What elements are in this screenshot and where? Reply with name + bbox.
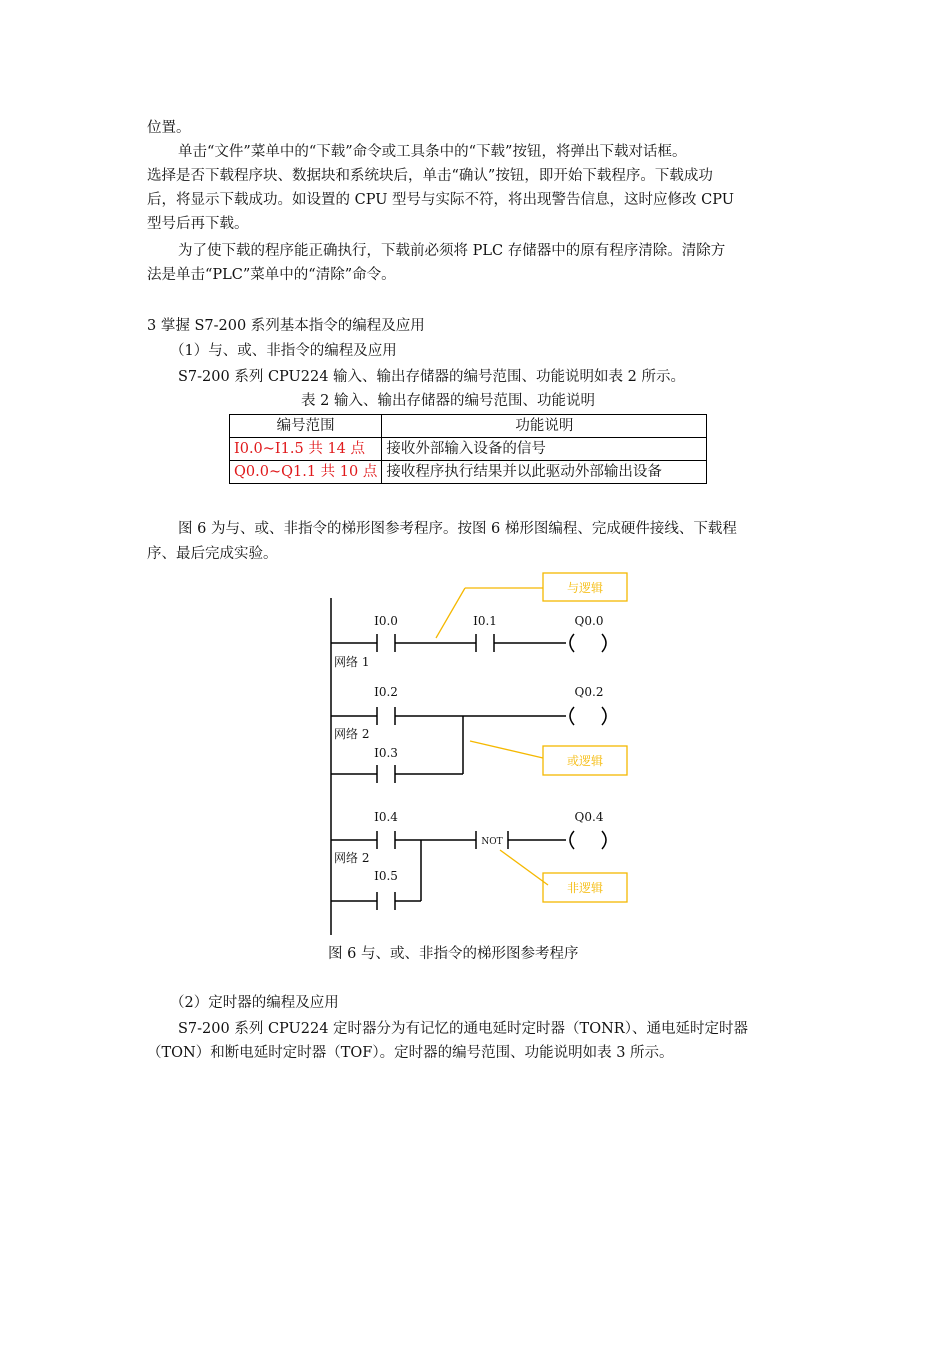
contact-label: I0.4 bbox=[374, 810, 398, 824]
network-label: 网络 1 bbox=[334, 655, 370, 669]
section-heading: 3 掌握 S7-200 系列基本指令的编程及应用 bbox=[147, 318, 425, 334]
network-label: 网络 2 bbox=[334, 727, 370, 741]
callout-not: 非逻辑 bbox=[566, 881, 604, 895]
table-cell: 接收程序执行结果并以此驱动外部输出设备 bbox=[382, 461, 707, 484]
table-caption: 表 2 输入、输出存储器的编号范围、功能说明 bbox=[301, 393, 595, 409]
table-row bbox=[230, 438, 707, 461]
figure-caption: 图 6 与、或、非指令的梯形图参考程序 bbox=[328, 946, 579, 962]
table-2 bbox=[229, 414, 707, 484]
coil-label: Q0.2 bbox=[574, 685, 604, 699]
para-line: 为了使下载的程序能正确执行，下载前必须将 PLC 存储器中的原有程序清除。清除方 bbox=[178, 243, 726, 259]
ladder-diagram bbox=[0, 560, 952, 960]
table-cell: Q0.0~Q1.1 共 10 点 bbox=[230, 461, 382, 484]
network-label: 网络 2 bbox=[334, 851, 370, 865]
callout-and: 与逻辑 bbox=[566, 581, 604, 595]
coil-label: Q0.0 bbox=[574, 614, 604, 628]
para-line: S7-200 系列 CPU224 输入、输出存储器的编号范围、功能说明如表 2 所示。 bbox=[178, 369, 685, 385]
contact-label: I0.3 bbox=[374, 746, 398, 760]
contact-label: I0.2 bbox=[374, 685, 398, 699]
table-header-row bbox=[230, 415, 707, 438]
para-line: （TON）和断电延时定时器（TOF）。定时器的编号范围、功能说明如表 3 所示。 bbox=[147, 1045, 674, 1061]
para-line: 图 6 为与、或、非指令的梯形图参考程序。按图 6 梯形图编程、完成硬件接线、下载程 bbox=[178, 521, 737, 537]
coil-label: Q0.4 bbox=[574, 810, 604, 824]
contact-label: I0.0 bbox=[374, 614, 398, 628]
table-row bbox=[230, 461, 707, 484]
para-line: 法是单击“PLC”菜单中的“清除”命令。 bbox=[147, 267, 396, 283]
contact-label: I0.5 bbox=[374, 869, 398, 883]
para-line: S7-200 系列 CPU224 定时器分为有记忆的通电延时定时器（TONR）、通电延时定时器 bbox=[178, 1021, 748, 1037]
callout-or: 或逻辑 bbox=[566, 754, 604, 768]
para-line: 序、最后完成实验。 bbox=[147, 546, 278, 562]
table-cell: 接收外部输入设备的信号 bbox=[382, 438, 707, 461]
para-line: 选择是否下载程序块、数据块和系统块后，单击“确认”按钮，即开始下载程序。下载成功 bbox=[147, 168, 713, 184]
subsection-heading: （2）定时器的编程及应用 bbox=[170, 995, 339, 1011]
table-header-cell: 编号范围 bbox=[230, 415, 382, 438]
table-cell: I0.0~I1.5 共 14 点 bbox=[230, 438, 382, 461]
para-line: 位置。 bbox=[147, 120, 191, 136]
para-line: 后，将显示下载成功。如设置的 CPU 型号与实际不符，将出现警告信息，这时应修改 CPU bbox=[147, 192, 734, 208]
contact-label: I0.1 bbox=[473, 614, 497, 628]
not-label: NOT bbox=[481, 837, 503, 847]
para-line: 型号后再下载。 bbox=[147, 216, 249, 232]
para-line: 单击“文件”菜单中的“下载”命令或工具条中的“下载”按钮，将弹出下载对话框。 bbox=[178, 144, 687, 160]
subsection-heading: （1）与、或、非指令的编程及应用 bbox=[170, 343, 397, 359]
table-header-cell: 功能说明 bbox=[382, 415, 707, 438]
